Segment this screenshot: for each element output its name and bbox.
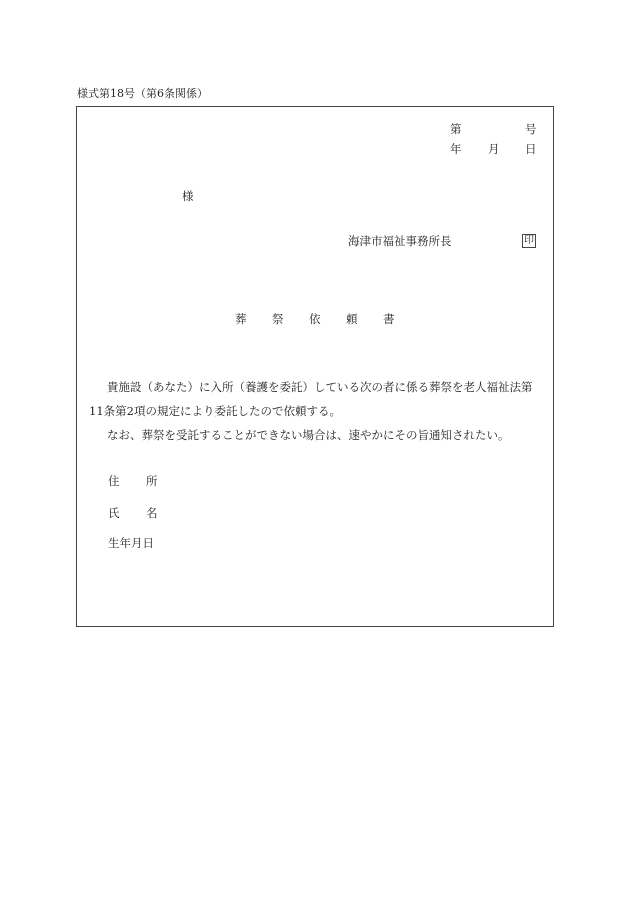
title-char-1: 葬 [235,312,247,326]
number-prefix: 第 [450,122,462,136]
body-line-2: 11条第2項の規定により委託したので依頼する。 [89,404,341,418]
title-char-3: 依 [309,312,321,326]
title-char-2: 祭 [272,312,284,326]
title-char-4: 頼 [346,312,358,326]
title-char-5: 書 [383,312,395,326]
date-month: 月 [488,142,500,156]
field-name-char-2: 名 [146,506,158,520]
issuer-name: 海津市福祉事務所長 [348,234,452,248]
form-label: 様式第18号（第6条関係） [77,87,208,100]
field-birthdate: 生年月日 [108,536,154,550]
date-day: 日 [525,142,537,156]
body-line-1: 貴施設（あなた）に入所（養護を委託）している次の者に係る葬祭を老人福祉法第 [107,380,533,394]
number-suffix: 号 [525,122,537,136]
body-line-3: なお、葬祭を受託することができない場合は、速やかにその旨通知されたい。 [107,428,510,442]
field-name-char-1: 氏 [108,506,120,520]
addressee-suffix: 様 [182,189,194,203]
field-address-char-2: 所 [146,474,158,488]
field-address-char-1: 住 [108,474,120,488]
date-year: 年 [450,142,462,156]
seal-mark: 印 [524,235,534,246]
